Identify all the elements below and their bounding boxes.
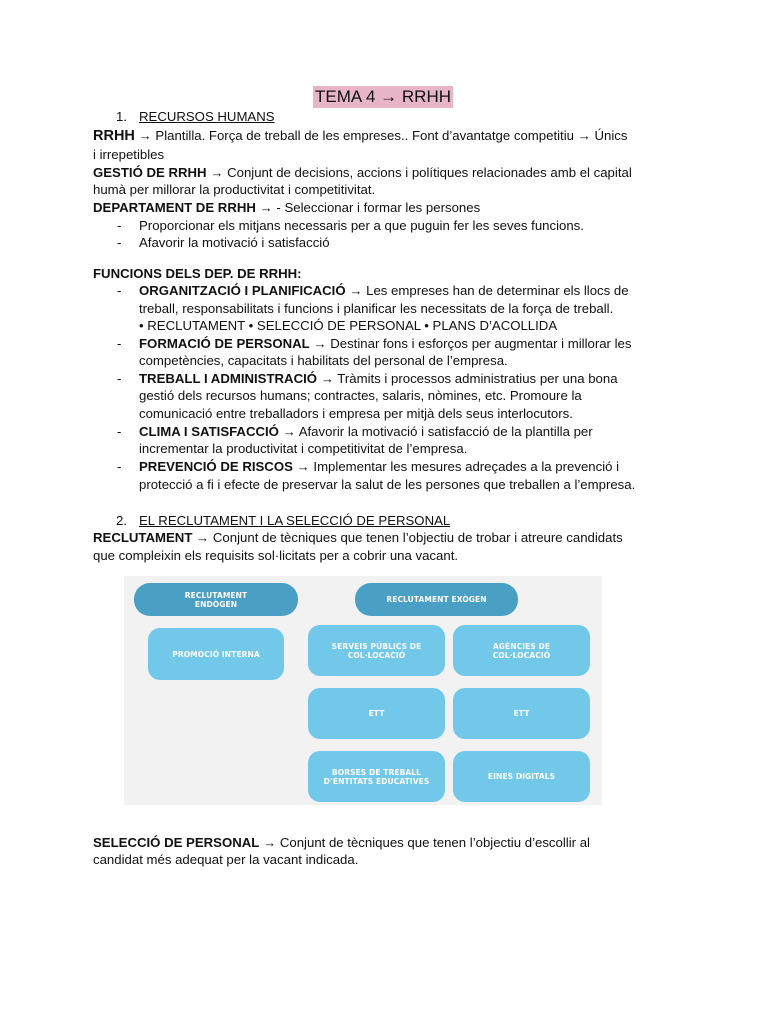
funcions-heading: [93, 265, 673, 283]
reclutament-text-2: que compleixin els requisits sol·licitats per a cobrir una vacant.: [93, 548, 459, 563]
recruitment-diagram: [124, 576, 602, 805]
function-text: → Implementar les mesures adreçades a la prevenció i: [292, 459, 620, 474]
seleccio-paragraph: [93, 834, 673, 852]
dash-bullet: -: [117, 336, 122, 351]
rrhh-term: RRHH: [93, 128, 135, 144]
dash-bullet: -: [117, 283, 122, 298]
reclutament-paragraph-line2: [93, 547, 673, 565]
function-text-2: competències, capacitats i habilitats del personal de l’empresa.: [139, 353, 508, 368]
list-item-text: [139, 370, 673, 388]
list-item-text: [139, 423, 673, 441]
reclutament-text: → Conjunt de tècniques que tenen l’objectiu de trobar i atreure candidats: [192, 530, 623, 545]
list-item-text: Proporcionar els mitjans necessaris per a que puguin fer les seves funcions.: [139, 218, 584, 233]
function-text: → Tràmits i processos administratius per una bona: [317, 371, 618, 386]
title-wrap: [93, 86, 673, 108]
function-term: TREBALL I ADMINISTRACIÓ: [139, 371, 318, 386]
serveis-publics-box: SERVEIS PÚBLICS DE COL·LOCACIÓ: [308, 625, 445, 676]
ett-box-1: ETT: [308, 688, 445, 739]
list-item-text: Afavorir la motivació i satisfacció: [139, 235, 330, 250]
eines-digitals-box: EINES DIGITALS: [453, 751, 590, 802]
ett-box-2: ETT: [453, 688, 590, 739]
departament-text: → - Seleccionar i formar les persones: [255, 200, 481, 215]
seleccio-paragraph-line2: [93, 851, 673, 869]
function-text-3: comunicació entre treballadors i empresa per mitjà dels seus interlocutors.: [139, 406, 573, 421]
rrhh-text-2: i irrepetibles: [93, 147, 165, 162]
page-title: TEMA 4 → RRHH: [314, 87, 452, 106]
gestio-paragraph: [93, 164, 673, 182]
section-title: EL RECLUTAMENT I LA SELECCIÓ DE PERSONAL: [139, 513, 451, 528]
rrhh-text: → Plantilla. Força de treball de les empreses.. Font d’avantatge competitiu → Únics: [134, 128, 628, 143]
rrhh-paragraph-line2: [93, 146, 673, 164]
function-text-2: incrementar la productivitat i competitivitat de l’empresa.: [139, 441, 468, 456]
dash-bullet: -: [117, 218, 122, 233]
reclutament-exogen-box: RECLUTAMENT EXÒGEN: [355, 583, 518, 616]
function-term: CLIMA I SATISFACCIÓ: [139, 424, 279, 439]
dash-bullet: -: [117, 459, 122, 474]
rrhh-paragraph: [93, 127, 673, 146]
section-number: 1.: [116, 109, 127, 124]
reclutament-term: RECLUTAMENT: [93, 530, 193, 545]
funcions-title: FUNCIONS DELS DEP. DE RRHH:: [93, 266, 302, 281]
reclutament-endogen-box: RECLUTAMENT ENDÒGEN: [134, 583, 298, 616]
reclutament-paragraph: [93, 529, 673, 547]
gestio-text-2: humà per millorar la productivitat i competitivitat.: [93, 182, 376, 197]
function-term: ORGANITZACIÓ I PLANIFICACIÓ: [139, 283, 346, 298]
departament-term: DEPARTAMENT DE RRHH: [93, 200, 256, 215]
function-text: → Les empreses han de determinar els llocs de: [345, 283, 629, 298]
function-term: PREVENCIÓ DE RISCOS: [139, 459, 293, 474]
dash-bullet: -: [117, 371, 122, 386]
function-text: → Afavorir la motivació i satisfacció de la plantilla per: [278, 424, 593, 439]
gestio-text: → Conjunt de decisions, accions i polítiques relacionades amb el capital: [206, 165, 632, 180]
function-term: FORMACIÓ DE PERSONAL: [139, 336, 310, 351]
dash-bullet: -: [117, 424, 122, 439]
seleccio-text: → Conjunt de tècniques que tenen l’objectiu d’escollir al: [259, 835, 590, 850]
function-text-2: gestió dels recursos humans; contractes, salaris, nòmines, etc. Promoure la: [139, 388, 582, 403]
seleccio-text-2: candidat més adequat per la vacant indicada.: [93, 852, 359, 867]
seleccio-term: SELECCIÓ DE PERSONAL: [93, 835, 260, 850]
section-title: RECURSOS HUMANS: [139, 109, 275, 124]
function-text-2: treball, responsabilitats i funcions i planificar les necessitats de la força de treball.: [139, 301, 614, 316]
function-text: → Destinar fons i esforços per augmentar i millorar les: [309, 336, 632, 351]
gestio-paragraph-line2: [93, 181, 673, 199]
list-item-text: [139, 458, 673, 476]
section-number: 2.: [116, 513, 127, 528]
dash-bullet: -: [117, 235, 122, 250]
list-item-text: [139, 282, 673, 300]
promocio-interna-box: PROMOCIÓ INTERNA: [148, 628, 284, 680]
borses-treball-box: BORSES DE TREBALL D’ENTITATS EDUCATIVES: [308, 751, 445, 802]
function-text-2: protecció a fi i efecte de preservar la salut de les persones que treballen a l’empresa.: [139, 477, 636, 492]
gestio-term: GESTIÓ DE RRHH: [93, 165, 207, 180]
agencies-collocacio-box: AGÈNCIES DE COL·LOCACIÓ: [453, 625, 590, 676]
function-text-3: • RECLUTAMENT • SELECCIÓ DE PERSONAL • PLANS D’ACOLLIDA: [139, 318, 558, 333]
list-item-text: [139, 335, 673, 353]
departament-paragraph: [93, 199, 673, 217]
